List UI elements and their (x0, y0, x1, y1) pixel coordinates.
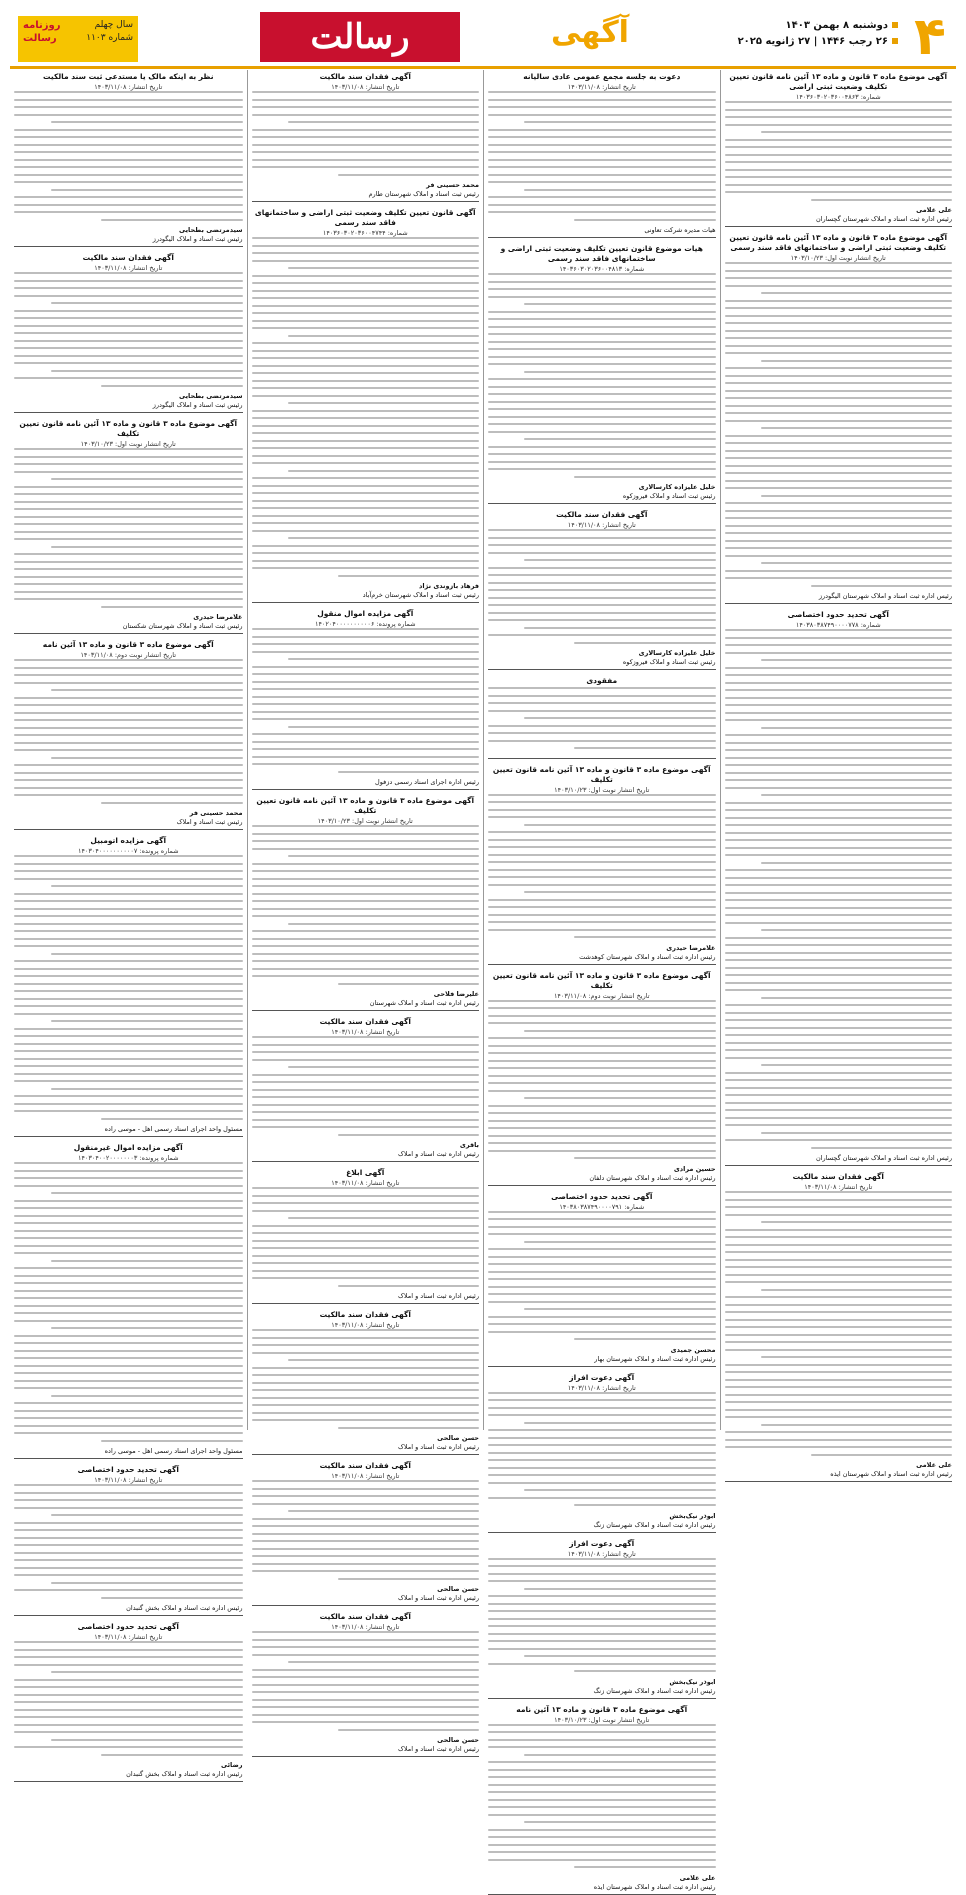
legal-notice (725, 1170, 953, 1482)
notice-reference: تاریخ انتشار: ۱۴۰۳/۱۱/۰۸ (567, 1549, 636, 1558)
notice-reference: تاریخ انتشار نوبت دوم: ۱۴۰۳/۱۱/۰۸ (553, 991, 650, 1000)
ad-column-2 (483, 70, 720, 1891)
notice-title: دعوت به جلسه مجمع عمومی عادی سالیانه (523, 72, 681, 81)
notice-title: هیات موضوع قانون تعیین تکلیف وضعیت ثبتی اراضی و ساختمانهای فاقد سند رسمی (500, 244, 703, 263)
notice-body-text (14, 1484, 243, 1599)
notice-body-text (252, 1480, 480, 1580)
notice-body-text (725, 101, 953, 201)
notice-office: رئیس اداره ثبت اسناد و املاک (398, 1594, 479, 1602)
notice-office: رئیس اداره ثبت اسناد و املاک شهرستان گچساران (815, 215, 952, 223)
notice-office: رئیس ثبت اسناد و املاک شهرستان طارم (368, 190, 479, 198)
notice-body-text (725, 1191, 953, 1456)
notice-body-text (488, 1000, 716, 1160)
notice-body-text (488, 529, 716, 644)
notice-body-text (252, 825, 480, 985)
notice-reference: تاریخ انتشار نوبت دوم: ۱۴۰۳/۱۱/۰۸ (80, 651, 177, 659)
notice-body-text (252, 91, 480, 176)
notice-title: آگهی فقدان سند مالکیت (319, 1461, 411, 1470)
notice-reference: تاریخ انتشار: ۱۴۰۳/۱۱/۰۸ (567, 521, 636, 529)
notice-office: رئیس اداره ثبت اسناد و املاک شهرستان زنگ (593, 1520, 716, 1529)
notice-title: آگهی موضوع ماده ۳ قانون و ماده ۱۳ آئین نامه قانون تعیین تکلیف (492, 970, 711, 990)
notice-title: آگهی دعوت افراز (569, 1372, 635, 1382)
newspaper-masthead: رسالت (260, 12, 460, 62)
notice-signatory: سیدمرتضی بطحایی (179, 392, 243, 400)
section-title: آگهی (551, 15, 629, 50)
notice-body-text (14, 855, 243, 1120)
ad-column-3 (247, 70, 484, 1753)
notice-reference: تاریخ انتشار: ۱۴۰۳/۱۱/۰۸ (94, 1476, 163, 1484)
notice-title: آگهی موضوع ماده ۳ قانون و ماده ۱۳ آئین نامه قانون تعیین تکلیف (256, 796, 475, 815)
notice-title: آگهی تحدید حدود اختصاصی (77, 1465, 179, 1474)
notice-office: رئیس اداره ثبت اسناد و املاک (398, 1443, 479, 1451)
legal-notice (488, 674, 716, 759)
notice-body-text (252, 237, 480, 577)
notice-signatory: باقری (459, 1141, 479, 1149)
notice-body-text (725, 262, 953, 587)
notice-office: رئیس اداره ثبت اسناد و املاک شهرستان الیگودرز (818, 592, 952, 600)
legal-notice (488, 1190, 716, 1367)
legal-notice (252, 1308, 480, 1455)
notice-signatory: خلیل علیزاده کارسالاری (638, 483, 716, 491)
notice-title: مفقودی (586, 676, 618, 685)
notice-reference: شماره: ۱۴۰۳۸۰۳۸۷۴۹۰۰۰۰۷۹۱ (559, 1202, 645, 1211)
notice-body-text (252, 1631, 480, 1731)
notice-title: آگهی ابلاغ (346, 1168, 385, 1177)
ad-column-1 (720, 70, 957, 1478)
bullet-square-icon (892, 38, 898, 44)
notice-title: آگهی تحدید حدود اختصاصی (787, 610, 889, 619)
notice-title: آگهی مزایده اموال غیرمنقول (73, 1143, 183, 1152)
notice-body-text (14, 659, 243, 804)
notice-body-text (725, 629, 953, 1149)
notice-title: آگهی موضوع ماده ۳ قانون و ماده ۱۳ آئین نامه قانون تعیین تکلیف وضعیت ثبتی اراضی و ساختمانهای فاقد سند رسمی (729, 233, 948, 252)
notice-reference: شماره: ۱۴۰۳۶۰۳۰۲۰۳۶۰۰۴۷۴۴ (322, 229, 408, 237)
legal-notice (488, 508, 716, 670)
notice-body-text (488, 273, 716, 478)
notice-reference: تاریخ انتشار: ۱۴۰۳/۱۱/۰۸ (331, 1321, 400, 1329)
notice-office: رئیس اداره ثبت اسناد و املاک شهرستان (369, 999, 479, 1007)
notice-signatory: حسن صالحی (437, 1434, 479, 1442)
legal-notice (252, 794, 480, 1011)
notice-reference: شماره پرونده: ۱۴۰۳۰۴۰۰۲۰۰۰۰۰۰۰۳ (77, 1154, 179, 1162)
page-header (10, 8, 956, 69)
legal-notice (725, 231, 953, 604)
notice-reference: تاریخ انتشار: ۱۴۰۳/۱۱/۰۸ (94, 264, 163, 272)
ad-column-4 (10, 70, 247, 1778)
legal-notice (725, 608, 953, 1166)
bullet-square-icon (892, 22, 898, 28)
legal-notice (725, 70, 953, 227)
notice-office: رئیس اداره ثبت اسناد و املاک (398, 1745, 479, 1753)
notice-office: رئیس اداره ثبت اسناد و املاک (398, 1292, 479, 1300)
notice-body-text (252, 1187, 480, 1287)
notice-office: رئیس ثبت اسناد و املاک شهرستان شکستان (122, 622, 243, 630)
legal-notice (14, 834, 243, 1137)
notice-reference: شماره پرونده: ۱۴۰۳۰۴۰۰۰۰۰۰۰۰۰۰۷ (77, 847, 179, 855)
notice-reference: تاریخ انتشار نوبت اول: ۱۴۰۳/۱۰/۲۳ (80, 440, 176, 448)
notice-body-text (488, 1392, 716, 1507)
notice-office: رئیس اداره ثبت اسناد و املاک (398, 1150, 479, 1158)
notice-title: آگهی دعوت افراز (569, 1538, 635, 1548)
legal-notice (252, 1459, 480, 1606)
notice-office: رئیس اداره اجرای اسناد رسمی دزفول (375, 778, 479, 786)
notice-title: آگهی فقدان سند مالکیت (319, 72, 411, 81)
notice-signatory: ابوذر نیک‌بخش (669, 1511, 716, 1520)
issue-label: شماره ۱۱۰۳ (86, 33, 133, 43)
notice-office: رئیس ثبت اسناد و املاک شهرستان خرم‌آباد (362, 591, 479, 599)
notice-office: رئیس اداره ثبت اسناد و املاک شهرستان گچساران (815, 1154, 952, 1162)
date-block (698, 18, 898, 50)
notice-title: آگهی تحدید حدود اختصاصی (77, 1622, 179, 1631)
notice-signatory: فرهاد بازوندی نژاد (419, 582, 479, 590)
notice-body-text (14, 1641, 243, 1756)
notice-signatory: حسن صالحی (437, 1736, 479, 1744)
legal-notice (488, 242, 716, 504)
notice-reference: تاریخ انتشار: ۱۴۰۳/۱۱/۰۸ (331, 1179, 400, 1187)
legal-notice (14, 70, 243, 247)
notice-body-text (14, 272, 243, 387)
notice-title: آگهی تحدید حدود اختصاصی (551, 1191, 653, 1201)
notice-signatory: غلامرضا حیدری (666, 943, 716, 952)
page-number: ۴ (914, 7, 946, 67)
legal-notice (14, 417, 243, 634)
notice-reference: تاریخ انتشار: ۱۴۰۳/۱۱/۰۸ (331, 1472, 400, 1480)
notice-reference: تاریخ انتشار: ۱۴۰۳/۱۱/۰۸ (567, 1383, 636, 1392)
notice-body-text (14, 1162, 243, 1442)
legal-notice (488, 70, 716, 238)
notice-signatory: علیرضا فلاحی (433, 990, 479, 998)
notice-reference: تاریخ انتشار: ۱۴۰۳/۱۱/۰۸ (94, 83, 163, 91)
notice-title: آگهی فقدان سند مالکیت (319, 1612, 411, 1621)
notice-signatory: سیدمرتضی بطحایی (179, 226, 243, 234)
notice-office: رئیس ثبت اسناد و املاک فیروزکوه (622, 492, 716, 500)
notice-reference: تاریخ انتشار: ۱۴۰۳/۱۱/۰۸ (331, 1028, 400, 1036)
notice-office: رئیس ثبت اسناد و املاک الیگودرز (152, 401, 243, 409)
legal-notice (488, 763, 716, 965)
notice-office: رئیس اداره ثبت اسناد و املاک شهرستان دلفان (589, 1173, 716, 1182)
notice-office: رئیس اداره ثبت اسناد و املاک بخش گنبدان (126, 1604, 243, 1612)
notice-body-text (488, 1558, 716, 1673)
legal-notice (252, 1015, 480, 1162)
ad-columns (10, 70, 956, 1891)
notice-title: آگهی موضوع ماده ۳ قانون و ماده ۱۳ آئین نامه (42, 640, 214, 649)
legal-notice (14, 1463, 243, 1616)
notice-reference: تاریخ انتشار نوبت اول: ۱۴۰۳/۱۰/۲۳ (790, 254, 886, 262)
notice-body-text (252, 628, 480, 773)
notice-reference: شماره: ۱۴۰۳۶۰۳۰۲۰۳۶۰۰۴۸۱۳ (559, 265, 645, 273)
notice-reference: شماره: ۱۴۰۳۸۰۳۸۷۴۹۰۰۰۰۷۷۸ (795, 621, 881, 629)
notice-title: آگهی موضوع ماده ۳ قانون و ماده ۱۳ آئین نامه (516, 1704, 688, 1714)
brand-logo-line-1: روزنامه (23, 20, 61, 31)
legal-notice (252, 70, 480, 202)
notice-body-text (488, 1724, 716, 1869)
notice-signatory: محسن جمیدی (670, 1345, 716, 1354)
year-label: سال چهلم (94, 20, 133, 30)
notice-body-text (252, 1036, 480, 1136)
notice-reference: تاریخ انتشار: ۱۴۰۳/۱۱/۰۸ (331, 1623, 400, 1631)
legal-notice (488, 1703, 716, 1895)
notice-body-text (488, 1211, 716, 1341)
brand-logo-line-2: رسالت (23, 33, 57, 44)
notice-reference: تاریخ انتشار: ۱۴۰۳/۱۱/۰۸ (94, 1633, 163, 1641)
legal-notice (488, 969, 716, 1186)
notice-title: آگهی موضوع ماده ۳ قانون و ماده ۱۳ آئین نامه قانون تعیین تکلیف (19, 419, 238, 438)
legal-notice (252, 607, 480, 790)
date-line-lunar-gregorian: ۲۶ رجب ۱۴۴۶ | ۲۷ ژانویه ۲۰۲۵ (698, 34, 898, 50)
notice-title: آگهی مزایده اتومبیل (90, 836, 167, 845)
notice-office: رئیس اداره ثبت اسناد و املاک شهرستان بهار (594, 1354, 716, 1363)
notice-office: رئیس اداره ثبت اسناد و املاک شهرستان ایذه (830, 1470, 952, 1478)
notice-body-text (14, 91, 243, 221)
notice-body-text (14, 448, 243, 608)
notice-body-text (488, 91, 716, 221)
notice-reference: تاریخ انتشار نوبت اول: ۱۴۰۳/۱۰/۲۳ (554, 1715, 650, 1724)
notice-reference: تاریخ انتشار نوبت اول: ۱۴۰۳/۱۰/۲۳ (554, 785, 650, 794)
notice-office: هیات مدیره شرکت تعاونی (644, 226, 716, 234)
legal-notice (488, 1371, 716, 1533)
notice-reference: شماره: ۱۴۰۳۶۰۳۰۲۰۳۶۰۰۴۸۶۳ (795, 93, 881, 101)
legal-notice (252, 206, 480, 603)
legal-notice (488, 1537, 716, 1699)
notice-office: رئیس ثبت اسناد و املاک الیگودرز (152, 235, 243, 243)
notice-title: آگهی موضوع ماده ۳ قانون و ماده ۱۳ آئین نامه قانون تعیین تکلیف (492, 764, 711, 784)
notice-office: رئیس اداره ثبت اسناد و املاک شهرستان زنگ (593, 1686, 716, 1695)
notice-title: آگهی فقدان سند مالکیت (792, 1172, 884, 1181)
notice-reference: تاریخ انتشار: ۱۴۰۳/۱۱/۰۸ (567, 83, 636, 91)
legal-notice (252, 1166, 480, 1304)
notice-office: رئیس اداره ثبت اسناد و املاک شهرستان ایذه (593, 1882, 716, 1891)
notice-reference: شماره پرونده: ۱۴۰۲۰۴۰۰۰۰۰۰۰۰۰۰۶ (314, 620, 416, 628)
notice-title: آگهی فقدان سند مالکیت (556, 510, 648, 519)
notice-office: مسئول واحد اجرای اسناد رسمی اهل - موسی راده (104, 1125, 243, 1133)
notice-reference: تاریخ انتشار نوبت اول: ۱۴۰۳/۱۰/۲۳ (317, 817, 413, 825)
notice-title: آگهی قانون تعیین تکلیف وضعیت ثبتی اراضی و ساختمانهای فاقد سند رسمی (254, 208, 476, 227)
notice-signatory: خلیل علیزاده کارسالاری (638, 649, 716, 657)
notice-signatory: رضائی (221, 1761, 243, 1769)
notice-body-text (488, 794, 716, 939)
notice-office: مسئول واحد اجرای اسناد رسمی اهل - موسی راده (104, 1447, 243, 1455)
notice-title: آگهی فقدان سند مالکیت (82, 253, 174, 262)
date-line-persian: دوشنبه ۸ بهمن ۱۴۰۳ (698, 18, 898, 34)
issue-meta (18, 16, 138, 62)
notice-body-text (252, 1329, 480, 1429)
notice-reference: تاریخ انتشار: ۱۴۰۳/۱۱/۰۸ (804, 1183, 873, 1191)
notice-office: رئیس ثبت اسناد و املاک (176, 818, 243, 826)
notice-office: رئیس اداره ثبت اسناد و املاک بخش گنبدان (126, 1770, 243, 1778)
legal-notice (14, 251, 243, 413)
notice-signatory: محمد حسینی فر (189, 809, 243, 817)
notice-signatory: غلامرضا حیدری (193, 613, 243, 621)
legal-notice (14, 1141, 243, 1459)
notice-signatory: محمد حسینی فر (426, 181, 479, 189)
notice-signatory: حسین مرادی (673, 1164, 716, 1173)
notice-signatory: حسن صالحی (437, 1585, 479, 1593)
notice-signatory: علی غلامی (916, 1461, 952, 1469)
notice-signatory: ابوذر نیک‌بخش (669, 1677, 716, 1686)
notice-signatory: علی غلامی (679, 1873, 716, 1882)
notice-title: آگهی فقدان سند مالکیت (319, 1310, 411, 1319)
notice-reference: تاریخ انتشار: ۱۴۰۳/۱۱/۰۸ (331, 83, 400, 91)
notice-body-text (488, 687, 716, 749)
notice-signatory: علی غلامی (916, 206, 952, 214)
notice-title: آگهی مزایده اموال منقول (317, 609, 414, 618)
legal-notice (14, 638, 243, 830)
legal-notice (252, 1610, 480, 1757)
legal-notice (14, 1620, 243, 1782)
notice-title: نظر به اینکه مالک یا مستدعی ثبت سند مالکیت (42, 72, 214, 81)
notice-office: رئیس ثبت اسناد و املاک فیروزکوه (622, 658, 716, 666)
notice-title: آگهی موضوع ماده ۳ قانون و ماده ۱۳ آئین نامه قانون تعیین تکلیف وضعیت ثبتی اراضی (729, 72, 948, 91)
notice-title: آگهی فقدان سند مالکیت (319, 1017, 411, 1026)
notice-office: رئیس اداره ثبت اسناد و املاک شهرستان کوهدشت (579, 952, 716, 961)
